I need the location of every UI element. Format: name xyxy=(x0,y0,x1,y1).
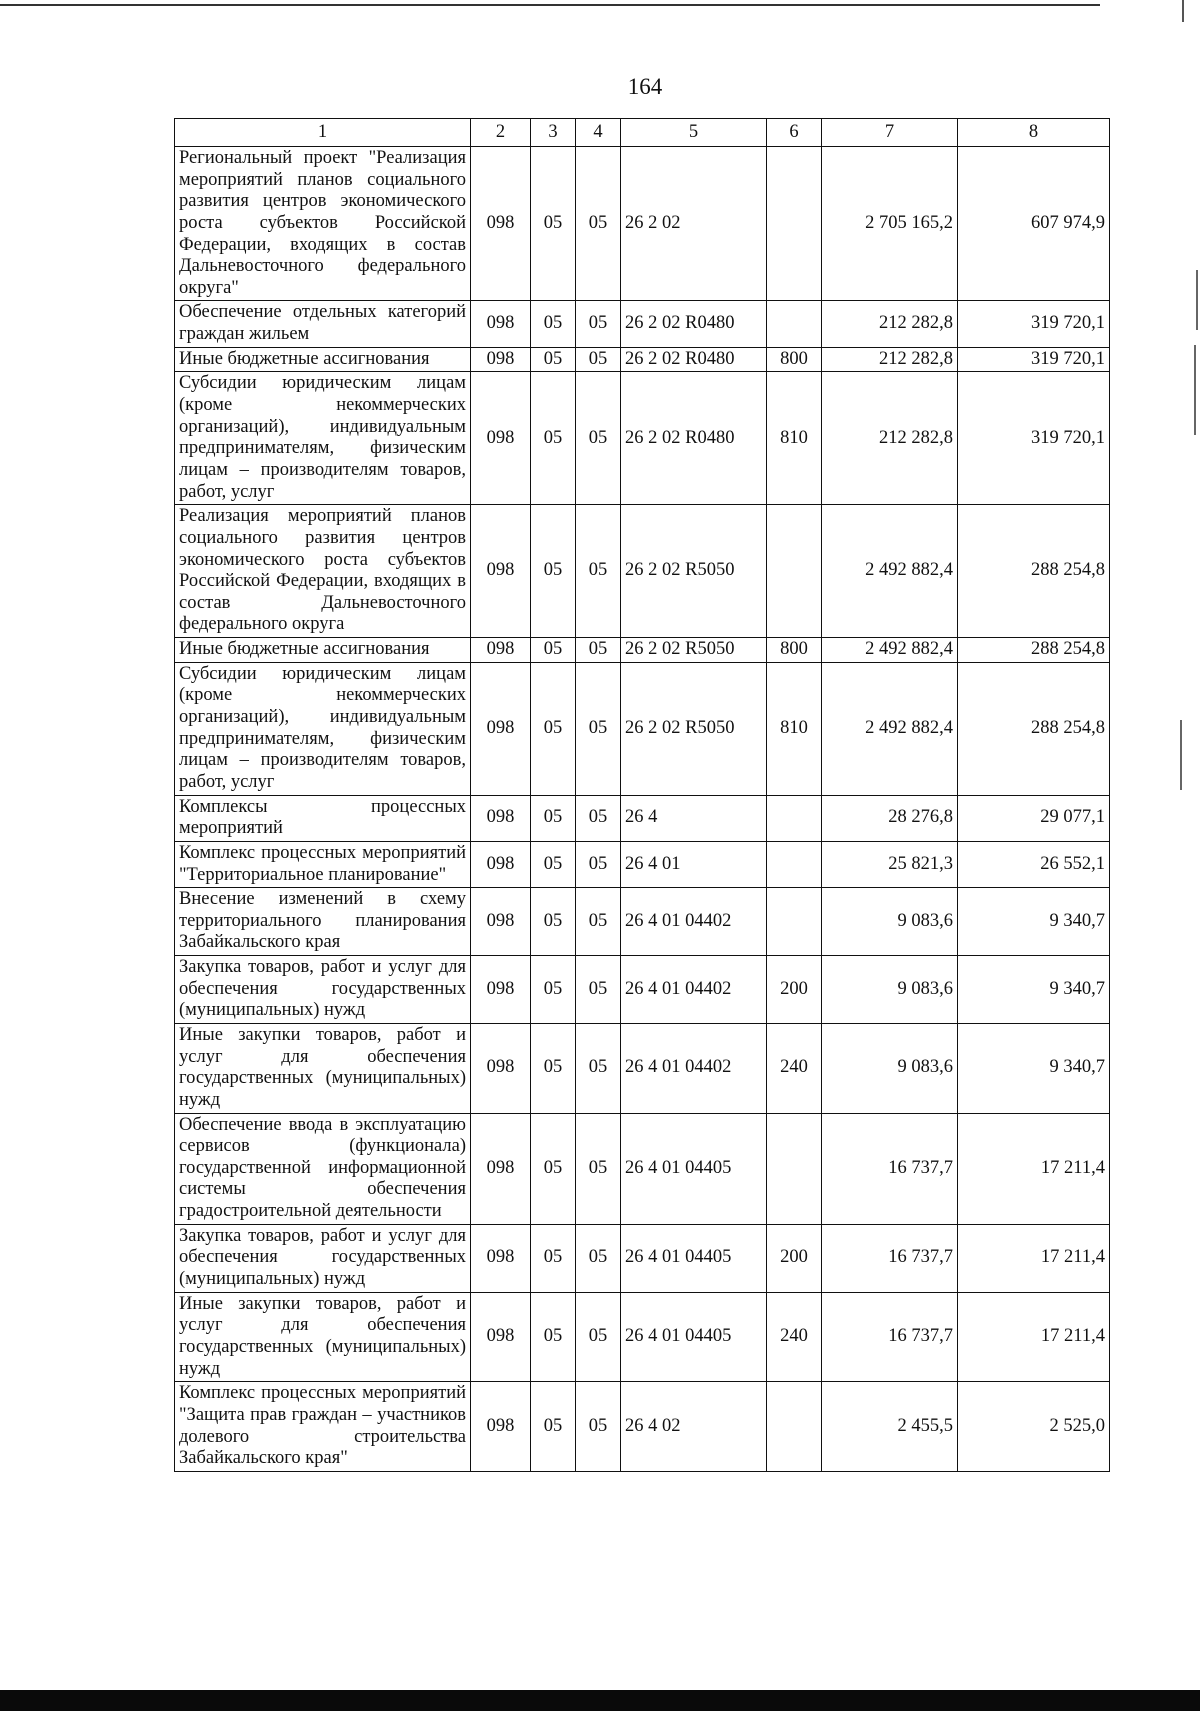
scan-edge-mark xyxy=(1182,0,1184,22)
amount-col8-cell: 9 340,7 xyxy=(958,956,1110,1024)
scan-bottom-border xyxy=(0,1690,1200,1711)
header-cell: 6 xyxy=(767,119,822,147)
amount-col8-cell: 17 211,4 xyxy=(958,1224,1110,1292)
ministry-code-cell: 098 xyxy=(471,638,531,663)
section-cell: 05 xyxy=(531,888,576,956)
amount-col7-cell: 9 083,6 xyxy=(822,1023,958,1113)
section-cell: 05 xyxy=(531,662,576,795)
header-cell: 8 xyxy=(958,119,1110,147)
table-row xyxy=(175,795,1110,841)
row-name-cell: Иные бюджетные ассигнования xyxy=(175,638,471,663)
ministry-code-cell: 098 xyxy=(471,888,531,956)
amount-col7-cell: 2 455,5 xyxy=(822,1382,958,1472)
table-row xyxy=(175,1023,1110,1113)
row-name-cell: Комплексы процессных мероприятий xyxy=(175,795,471,841)
header-cell: 3 xyxy=(531,119,576,147)
row-name-cell: Обеспечение ввода в эксплуатацию сервисов (функционала) государственной информационной системы обеспечения градостроительной деятельности xyxy=(175,1113,471,1224)
section-cell: 05 xyxy=(531,841,576,887)
amount-col8-cell: 9 340,7 xyxy=(958,1023,1110,1113)
target-article-cell: 26 2 02 R5050 xyxy=(621,505,767,638)
header-cell: 4 xyxy=(576,119,621,147)
table-row xyxy=(175,956,1110,1024)
amount-col7-cell: 2 705 165,2 xyxy=(822,147,958,301)
amount-col8-cell: 319 720,1 xyxy=(958,347,1110,372)
row-name-cell: Закупка товаров, работ и услуг для обеспечения государственных (муниципальных) нужд xyxy=(175,956,471,1024)
row-name-cell: Иные закупки товаров, работ и услуг для обеспечения государственных (муниципальных) нужд xyxy=(175,1292,471,1382)
table-row xyxy=(175,147,1110,301)
amount-col7-cell: 212 282,8 xyxy=(822,347,958,372)
target-article-cell: 26 2 02 R5050 xyxy=(621,662,767,795)
header-cell: 7 xyxy=(822,119,958,147)
expense-type-cell: 810 xyxy=(767,662,822,795)
amount-col7-cell: 9 083,6 xyxy=(822,888,958,956)
table-row xyxy=(175,1113,1110,1224)
section-cell: 05 xyxy=(531,1224,576,1292)
amount-col8-cell: 288 254,8 xyxy=(958,662,1110,795)
table-row xyxy=(175,841,1110,887)
section-cell: 05 xyxy=(531,347,576,372)
amount-col8-cell: 319 720,1 xyxy=(958,301,1110,347)
ministry-code-cell: 098 xyxy=(471,1023,531,1113)
amount-col8-cell: 2 525,0 xyxy=(958,1382,1110,1472)
target-article-cell: 26 4 01 04405 xyxy=(621,1113,767,1224)
subsection-cell: 05 xyxy=(576,1292,621,1382)
target-article-cell: 26 2 02 R0480 xyxy=(621,372,767,505)
scan-edge-mark xyxy=(1196,270,1198,330)
amount-col7-cell: 212 282,8 xyxy=(822,372,958,505)
amount-col7-cell: 28 276,8 xyxy=(822,795,958,841)
expense-type-cell xyxy=(767,1113,822,1224)
scan-top-rule xyxy=(0,4,1100,6)
subsection-cell: 05 xyxy=(576,795,621,841)
amount-col8-cell: 17 211,4 xyxy=(958,1113,1110,1224)
row-name-cell: Реализация мероприятий планов социального развития центров экономического роста субъектов Российской Федерации, входящих в состав Дальневосточного федерального округа xyxy=(175,505,471,638)
amount-col8-cell: 9 340,7 xyxy=(958,888,1110,956)
amount-col8-cell: 17 211,4 xyxy=(958,1292,1110,1382)
row-name-cell: Внесение изменений в схему территориального планирования Забайкальского края xyxy=(175,888,471,956)
row-name-cell: Комплекс процессных мероприятий "Территориальное планирование" xyxy=(175,841,471,887)
table-row xyxy=(175,1292,1110,1382)
expense-type-cell: 800 xyxy=(767,638,822,663)
amount-col7-cell: 2 492 882,4 xyxy=(822,505,958,638)
ministry-code-cell: 098 xyxy=(471,956,531,1024)
expense-type-cell xyxy=(767,147,822,301)
ministry-code-cell: 098 xyxy=(471,841,531,887)
section-cell: 05 xyxy=(531,1382,576,1472)
amount-col7-cell: 9 083,6 xyxy=(822,956,958,1024)
amount-col8-cell: 607 974,9 xyxy=(958,147,1110,301)
expense-type-cell xyxy=(767,795,822,841)
table-row xyxy=(175,347,1110,372)
section-cell: 05 xyxy=(531,301,576,347)
section-cell: 05 xyxy=(531,638,576,663)
row-name-cell: Обеспечение отдельных категорий граждан жильем xyxy=(175,301,471,347)
section-cell: 05 xyxy=(531,1292,576,1382)
row-name-cell: Закупка товаров, работ и услуг для обеспечения государственных (муниципальных) нужд xyxy=(175,1224,471,1292)
section-cell: 05 xyxy=(531,372,576,505)
section-cell: 05 xyxy=(531,1113,576,1224)
subsection-cell: 05 xyxy=(576,1224,621,1292)
subsection-cell: 05 xyxy=(576,888,621,956)
target-article-cell: 26 4 01 04402 xyxy=(621,888,767,956)
target-article-cell: 26 4 01 04402 xyxy=(621,1023,767,1113)
subsection-cell: 05 xyxy=(576,841,621,887)
amount-col7-cell: 16 737,7 xyxy=(822,1224,958,1292)
amount-col7-cell: 212 282,8 xyxy=(822,301,958,347)
row-name-cell: Субсидии юридическим лицам (кроме некоммерческих организаций), индивидуальным предпринимателям, физическим лицам – производителям товаров, работ, услуг xyxy=(175,372,471,505)
expense-type-cell xyxy=(767,1382,822,1472)
section-cell: 05 xyxy=(531,505,576,638)
page-number: 164 xyxy=(627,74,663,99)
amount-col8-cell: 288 254,8 xyxy=(958,638,1110,663)
table-row xyxy=(175,372,1110,505)
row-name-cell: Иные бюджетные ассигнования xyxy=(175,347,471,372)
subsection-cell: 05 xyxy=(576,372,621,505)
target-article-cell: 26 4 01 04405 xyxy=(621,1292,767,1382)
target-article-cell: 26 2 02 R5050 xyxy=(621,638,767,663)
table-row xyxy=(175,301,1110,347)
table-row xyxy=(175,662,1110,795)
ministry-code-cell: 098 xyxy=(471,1113,531,1224)
subsection-cell: 05 xyxy=(576,1023,621,1113)
ministry-code-cell: 098 xyxy=(471,372,531,505)
table-row xyxy=(175,888,1110,956)
table-header-row xyxy=(175,119,1110,147)
amount-col7-cell: 25 821,3 xyxy=(822,841,958,887)
table-row xyxy=(175,638,1110,663)
subsection-cell: 05 xyxy=(576,956,621,1024)
target-article-cell: 26 4 01 04402 xyxy=(621,956,767,1024)
target-article-cell: 26 4 02 xyxy=(621,1382,767,1472)
section-cell: 05 xyxy=(531,1023,576,1113)
amount-col7-cell: 2 492 882,4 xyxy=(822,662,958,795)
subsection-cell: 05 xyxy=(576,505,621,638)
target-article-cell: 26 4 01 xyxy=(621,841,767,887)
amount-col7-cell: 16 737,7 xyxy=(822,1292,958,1382)
header-cell: 5 xyxy=(621,119,767,147)
scan-edge-mark xyxy=(1194,345,1196,435)
section-cell: 05 xyxy=(531,956,576,1024)
section-cell: 05 xyxy=(531,147,576,301)
table-row xyxy=(175,1224,1110,1292)
subsection-cell: 05 xyxy=(576,1382,621,1472)
ministry-code-cell: 098 xyxy=(471,1382,531,1472)
row-name-cell: Региональный проект "Реализация мероприятий планов социального развития центров экономического роста субъектов Российской Федерации, входящих в состав Дальневосточного федерального округа" xyxy=(175,147,471,301)
row-name-cell: Субсидии юридическим лицам (кроме некоммерческих организаций), индивидуальным предпринимателям, физическим лицам – производителям товаров, работ, услуг xyxy=(175,662,471,795)
subsection-cell: 05 xyxy=(576,662,621,795)
ministry-code-cell: 098 xyxy=(471,301,531,347)
expense-type-cell: 200 xyxy=(767,1224,822,1292)
subsection-cell: 05 xyxy=(576,347,621,372)
amount-col8-cell: 319 720,1 xyxy=(958,372,1110,505)
scan-edge-mark xyxy=(1180,720,1182,790)
ministry-code-cell: 098 xyxy=(471,147,531,301)
expense-type-cell: 810 xyxy=(767,372,822,505)
ministry-code-cell: 098 xyxy=(471,347,531,372)
budget-table xyxy=(174,118,1110,1472)
table-row xyxy=(175,1382,1110,1472)
target-article-cell: 26 2 02 R0480 xyxy=(621,347,767,372)
amount-col8-cell: 288 254,8 xyxy=(958,505,1110,638)
expense-type-cell xyxy=(767,841,822,887)
expense-type-cell xyxy=(767,505,822,638)
amount-col8-cell: 29 077,1 xyxy=(958,795,1110,841)
row-name-cell: Комплекс процессных мероприятий "Защита прав граждан – участников долевого строительства Забайкальского края" xyxy=(175,1382,471,1472)
amount-col7-cell: 16 737,7 xyxy=(822,1113,958,1224)
expense-type-cell: 240 xyxy=(767,1292,822,1382)
section-cell: 05 xyxy=(531,795,576,841)
ministry-code-cell: 098 xyxy=(471,662,531,795)
target-article-cell: 26 2 02 xyxy=(621,147,767,301)
subsection-cell: 05 xyxy=(576,1113,621,1224)
header-cell: 1 xyxy=(175,119,471,147)
target-article-cell: 26 2 02 R0480 xyxy=(621,301,767,347)
ministry-code-cell: 098 xyxy=(471,1292,531,1382)
row-name-cell: Иные закупки товаров, работ и услуг для обеспечения государственных (муниципальных) нужд xyxy=(175,1023,471,1113)
subsection-cell: 05 xyxy=(576,638,621,663)
target-article-cell: 26 4 01 04405 xyxy=(621,1224,767,1292)
expense-type-cell: 800 xyxy=(767,347,822,372)
expense-type-cell: 240 xyxy=(767,1023,822,1113)
expense-type-cell: 200 xyxy=(767,956,822,1024)
table-row xyxy=(175,505,1110,638)
amount-col7-cell: 2 492 882,4 xyxy=(822,638,958,663)
subsection-cell: 05 xyxy=(576,147,621,301)
ministry-code-cell: 098 xyxy=(471,795,531,841)
amount-col8-cell: 26 552,1 xyxy=(958,841,1110,887)
expense-type-cell xyxy=(767,888,822,956)
subsection-cell: 05 xyxy=(576,301,621,347)
ministry-code-cell: 098 xyxy=(471,505,531,638)
expense-type-cell xyxy=(767,301,822,347)
target-article-cell: 26 4 xyxy=(621,795,767,841)
ministry-code-cell: 098 xyxy=(471,1224,531,1292)
header-cell: 2 xyxy=(471,119,531,147)
